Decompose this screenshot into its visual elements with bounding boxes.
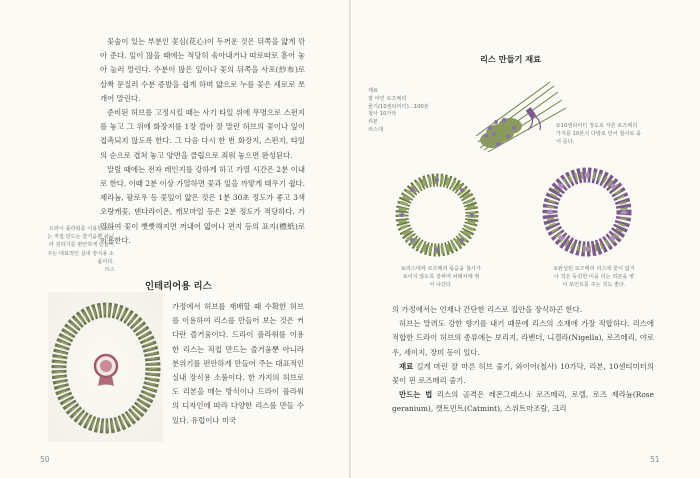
paragraph: 가정에서 허브를 재배할 때 수확한 허브를 이용하여 리스를 만들어 보는 것은 커다란 즐거움이다. 드라이 플라워를 이용한 리스는 직접 만드는 즐거움뿐 아니라 분위기를 편안하게 만들어 주는 대표적인 실내 장식용 소품이다. 한 가지의 허브로도 리본을 매는 방식이나 드라이 플라워의 디자인에 따라 다양한 리스를 만들 수 있다. 유럽이나 미국 <box>172 302 304 425</box>
page-number-right: 51 <box>650 455 660 464</box>
materials-label: 재료 <box>368 88 379 94</box>
materials-item: 잘 마린 로즈메리 <box>368 95 407 102</box>
photo-caption <box>44 225 114 274</box>
left-section-text <box>172 300 304 428</box>
materials-item: 리본 <box>368 119 379 126</box>
step-caption-2: ②리스대에 로즈메리 묶음을 철사가 보이지 않도록 감싸며 차례차례 엮어 나간다. <box>401 266 481 289</box>
paragraph: 준비된 허브를 고정시킬 때는 사기 타일 위에 무명으로 스펀지를 놓고 그 위에 화장지를 1장 깔아 잘 말린 허브의 꽃이나 잎이 접촉되지 않도록 한다. 그 다음 다시 한 번 화장지, 스펀지, 타일의 순으로 겹쳐 놓고 양면을 클립으로 죄워 놓으면 완성된다. <box>100 108 305 160</box>
materials-paragraph <box>392 360 654 388</box>
caption-text: 드라이 플라워를 이용한 리스는 직접 만드는 즐거움뿐 아니라 원하기를 편안하게 만들어 주는 대표적인 실내 장식용 소품이다. <box>47 226 114 265</box>
wreath-illustration-3 <box>535 160 640 265</box>
step-caption-3: ③완성된 로즈메리 리스에 꽃이 없거나 작은 동원한 이을 리는 리본을 엮어 포인트를 주는 것도 좋다. <box>553 266 635 289</box>
paragraph: 꽃술이 있는 부분인 꽃심(花心)이 두꺼운 것은 뒤쪽을 얇게 깎아 준다. 잎이 많을 때에는 적당히 솎아내거나 따로따로 흩어 놓아 눌러 말린다. 수분이 많은 잎이나 꽃의 뒤쪽을 사포(紗布)로 살짝 문질러 수분 증발을 쉽게 하며 얇으로 누를 꽃은 세로로 쪼개어 말린다. <box>100 37 305 103</box>
materials-item: 철사 10가닥 <box>368 111 397 118</box>
materials-para-text: 길게 마린 잘 마른 허브 줄기, 와이어(철사) 10가닥, 리본, 10센티미터의 꽃이 핀 로즈메리 줄기. <box>392 361 654 386</box>
caption-credit: 리스 <box>103 267 114 274</box>
method-label: 만드는 법 <box>399 390 433 400</box>
materials-item: 줄기(10센티미터)…100본 <box>368 103 429 110</box>
right-body-text <box>392 303 654 417</box>
paragraph: 말릴 때에는 전자 레인지를 강하게 하고 가열 시간은 2분 이내로 한다. 이때 2분 이상 가열하면 꽃과 잎을 까맣게 태우기 쉽다. 제라늄, 팔로우 등 꽃잎이 얇은 것은 1분 30초 정도가 좋고 3색 오랑캐꽃, 덴다라이온, 캐모마일 등은 2분 정도가 적당하다. 가열하여 꽃이 빳빳해지면 꺼내어 엷어나 편지 등의 표지(標紙)로 이용한다. <box>100 164 305 245</box>
materials-item: 리스대 <box>368 126 384 133</box>
wreath-photo <box>48 292 163 442</box>
paragraph: 의 가정에서는 언제나 간단한 리스로 집안을 장식하곤 한다. <box>392 305 583 314</box>
left-body-text <box>100 35 305 248</box>
step-caption-1: ①10센티미터 정도로 자른 로즈메리 가지를 10본식 다발로 만어 철사로 묶어 준다. <box>556 123 642 146</box>
materials-list <box>368 88 458 135</box>
page-number-left: 50 <box>40 455 50 464</box>
paragraph: 허브는 말려도 강한 향기를 내기 때문에 리스의 소재에 가장 적합하다. 리스에 적합한 드라이 허브의 종류에는 보리지, 라벤더, 니겔라(Nigella), 로즈메리, 야로우, 세이지, 장미 등이 있다. <box>392 319 654 357</box>
illustration-title: 리스 만들기 재료 <box>480 54 542 64</box>
method-text: 리스의 골격은 레몬그래스나 로즈메리, 로렐, 로즈 제라늄(Rose geranium), 캣트민트(Catmint), 스위트마조람, 크리 <box>392 390 654 414</box>
section-title: 인테리어용 리스 <box>145 281 212 292</box>
wreath-illustration-2 <box>390 168 485 263</box>
method-paragraph <box>392 388 654 416</box>
materials-para-label: 재료 <box>399 361 414 371</box>
